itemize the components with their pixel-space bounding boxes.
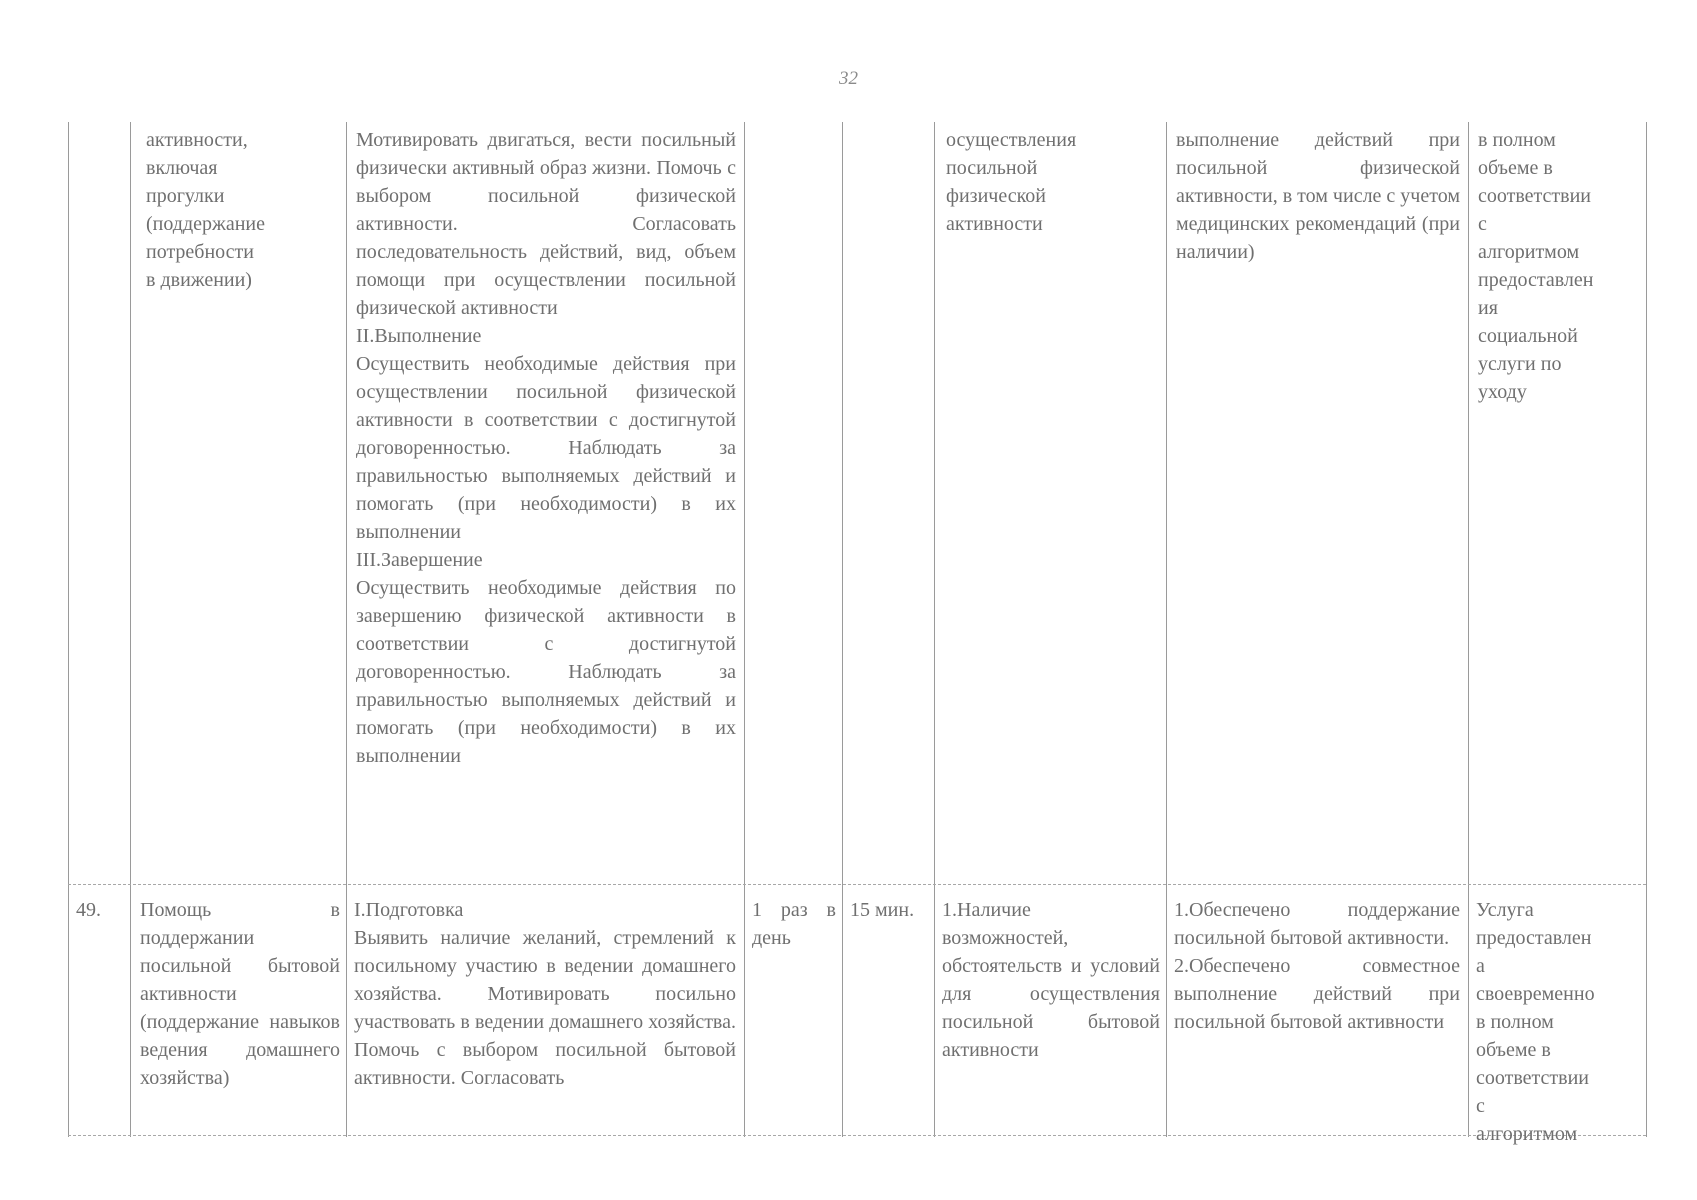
duration-cell <box>844 122 934 882</box>
conditions-cell: осуществления посильной физической активности <box>946 129 1077 235</box>
service-name-cell: Помощь в поддержании посильной бытовой активности (поддержание навыков ведения домашнего хозяйства) <box>140 899 340 1089</box>
quality-cell: в полном объеме в соответствии с алгоритмом предоставлен ия социальной услуги по уходу <box>1478 129 1594 403</box>
periodicity-cell: 1 раз в день <box>752 899 836 949</box>
column-divider <box>1646 122 1647 1137</box>
column-divider <box>346 122 347 1137</box>
page-number: 32 <box>839 68 858 89</box>
service-name-cell: активности, включая прогулки (поддержание потребности в движении) <box>146 129 265 291</box>
duration-cell: 15 мин. <box>850 899 915 921</box>
procedure-cell: Мотивировать двигаться, вести посильный физически активный образ жизни. Помочь с выбором посильной физической активности. Согласовать последовательность действий, вид, объем помощи при осуществлении посильной физической активности II.Выполнение Осуществить необходимые действия при осуществлении посильной физической активности в соответствии с достигнутой договоренностью. Наблюдать за правильностью выполняемых действий и помогать (при необходимости) в их выполнении III.Завершение Осуществить необходимые действия по завершению физической активности в соответствии с достигнутой договоренностью. Наблюдать за правильностью выполняемых действий и помогать (при необходимости) в их выполнении <box>356 129 736 767</box>
conditions-cell: 1.Наличие возможностей, обстоятельств и условий для осуществления посильной бытовой активности <box>942 899 1160 1061</box>
column-divider <box>68 122 69 1137</box>
column-divider <box>842 122 843 1137</box>
column-divider <box>1166 122 1167 1137</box>
services-table <box>68 122 1648 1145</box>
procedure-cell: I.Подготовка Выявить наличие желаний, стремлений к посильному участию в ведении домашнего хозяйства. Мотивировать посильно участвовать в ведении домашнего хозяйства. Помочь с выбором посильной бытовой активности. Согласовать <box>354 899 736 1089</box>
column-divider <box>1468 122 1469 1137</box>
result-cell: выполнение действий при посильной физической активности, в том числе с учетом медицинских рекомендаций (при наличии) <box>1176 129 1460 263</box>
result-cell: 1.Обеспечено поддержание посильной бытовой активности. 2.Обеспечено совместное выполнение действий при посильной бытовой активности <box>1174 899 1460 1033</box>
column-divider <box>744 122 745 1137</box>
quality-cell: Услуга предоставлен а своевременно в полном объеме в соответствии с алгоритмом <box>1476 899 1595 1145</box>
column-divider <box>934 122 935 1137</box>
row-divider <box>68 884 1646 885</box>
column-divider <box>130 122 131 1137</box>
row-number-cell: 49. <box>76 899 101 921</box>
row-divider <box>68 1135 1646 1136</box>
periodicity-cell <box>746 122 842 882</box>
